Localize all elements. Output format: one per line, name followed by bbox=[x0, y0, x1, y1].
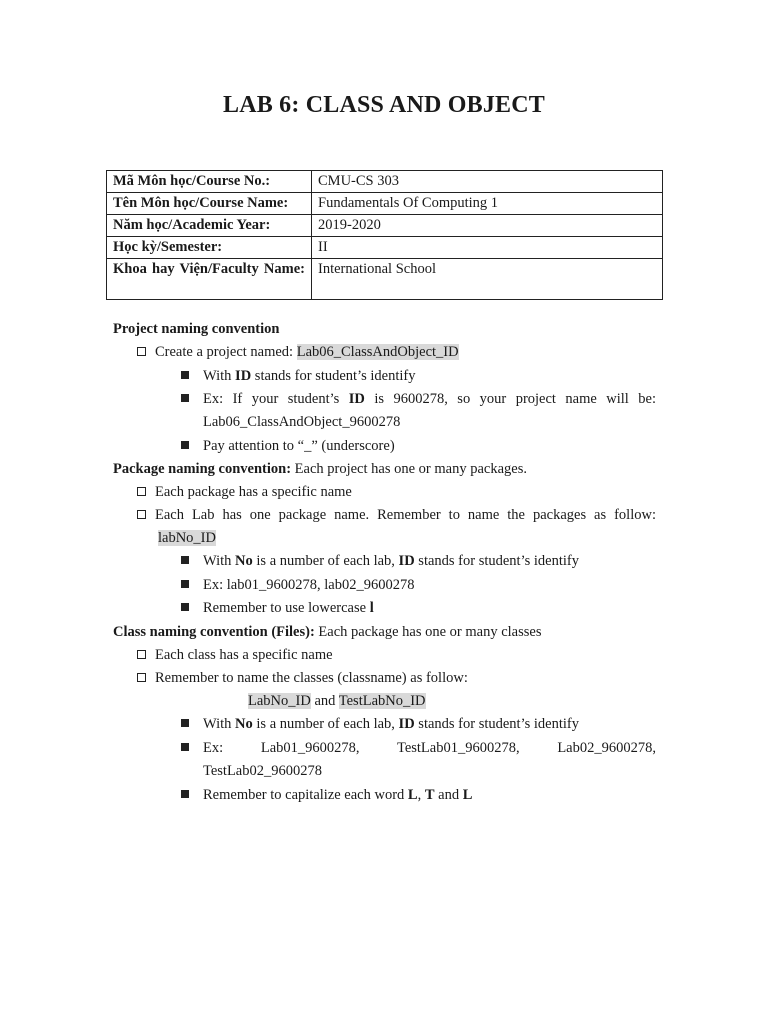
course-info-table bbox=[106, 170, 663, 300]
list-item: Remember to capitalize each word L, T and L bbox=[181, 786, 472, 804]
square-bullet-icon bbox=[181, 441, 189, 449]
course-no-value: CMU-CS 303 bbox=[312, 171, 663, 193]
square-bullet-icon bbox=[181, 719, 189, 727]
page-title: LAB 6: CLASS AND OBJECT bbox=[222, 92, 545, 118]
list-item: Each class has a specific name bbox=[137, 646, 333, 664]
example-class-names: TestLab02_9600278 bbox=[203, 763, 322, 779]
list-item: Each Lab has one package name. Remember to name the packages as follow: bbox=[137, 506, 656, 524]
semester-value: II bbox=[312, 237, 663, 259]
example-project-name: Lab06_ClassAndObject_9600278 bbox=[203, 414, 401, 430]
list-item: With No is a number of each lab, ID stands for student’s identify bbox=[181, 715, 579, 733]
table-row bbox=[107, 193, 663, 215]
square-bullet-icon bbox=[181, 580, 189, 588]
course-name-value: Fundamentals Of Computing 1 bbox=[312, 193, 663, 215]
academic-year-value: 2019-2020 bbox=[312, 215, 663, 237]
project-heading: Project naming convention bbox=[113, 321, 280, 337]
table-row bbox=[107, 237, 663, 259]
list-item: With No is a number of each lab, ID stands for student’s identify bbox=[181, 552, 579, 570]
checkbox-bullet-icon bbox=[137, 650, 146, 659]
list-item: Create a project named: Lab06_ClassAndObject_ID bbox=[137, 343, 459, 361]
list-item: With ID stands for student’s identify bbox=[181, 367, 416, 385]
list-item: Pay attention to “_” (underscore) bbox=[181, 437, 395, 455]
square-bullet-icon bbox=[181, 394, 189, 402]
package-name-pattern: labNo_ID bbox=[158, 530, 216, 546]
square-bullet-icon bbox=[181, 743, 189, 751]
table-row bbox=[107, 171, 663, 193]
course-name-label: Tên Môn học/Course Name: bbox=[107, 193, 312, 215]
class-heading: Class naming convention (Files): Each package has one or many classes bbox=[113, 624, 542, 640]
list-item: Ex: If your student’s ID is 9600278, so your project name will be: bbox=[181, 390, 656, 408]
table-row bbox=[107, 259, 663, 300]
project-name-highlight: Lab06_ClassAndObject_ID bbox=[296, 344, 459, 360]
class-name-pattern: LabNo_ID and TestLabNo_ID bbox=[248, 693, 426, 709]
package-heading: Package naming convention: Each project has one or many packages. bbox=[113, 461, 527, 477]
list-item: Ex: Lab01_9600278, TestLab01_9600278, Lab02_9600278, bbox=[181, 739, 656, 757]
list-item: Each package has a specific name bbox=[137, 483, 352, 501]
faculty-label: Khoa hay Viện/Faculty Name: bbox=[107, 259, 312, 300]
semester-label: Học kỳ/Semester: bbox=[107, 237, 312, 259]
list-item: Remember to name the classes (classname) as follow: bbox=[137, 669, 468, 687]
square-bullet-icon bbox=[181, 790, 189, 798]
academic-year-label: Năm học/Academic Year: bbox=[107, 215, 312, 237]
checkbox-bullet-icon bbox=[137, 510, 146, 519]
square-bullet-icon bbox=[181, 371, 189, 379]
checkbox-bullet-icon bbox=[137, 487, 146, 496]
list-item: Ex: lab01_9600278, lab02_9600278 bbox=[181, 576, 414, 594]
square-bullet-icon bbox=[181, 556, 189, 564]
faculty-value: International School bbox=[312, 259, 663, 300]
checkbox-bullet-icon bbox=[137, 673, 146, 682]
table-row bbox=[107, 215, 663, 237]
course-no-label: Mã Môn học/Course No.: bbox=[107, 171, 312, 193]
checkbox-bullet-icon bbox=[137, 347, 146, 356]
square-bullet-icon bbox=[181, 603, 189, 611]
list-item: Remember to use lowercase l bbox=[181, 599, 374, 617]
